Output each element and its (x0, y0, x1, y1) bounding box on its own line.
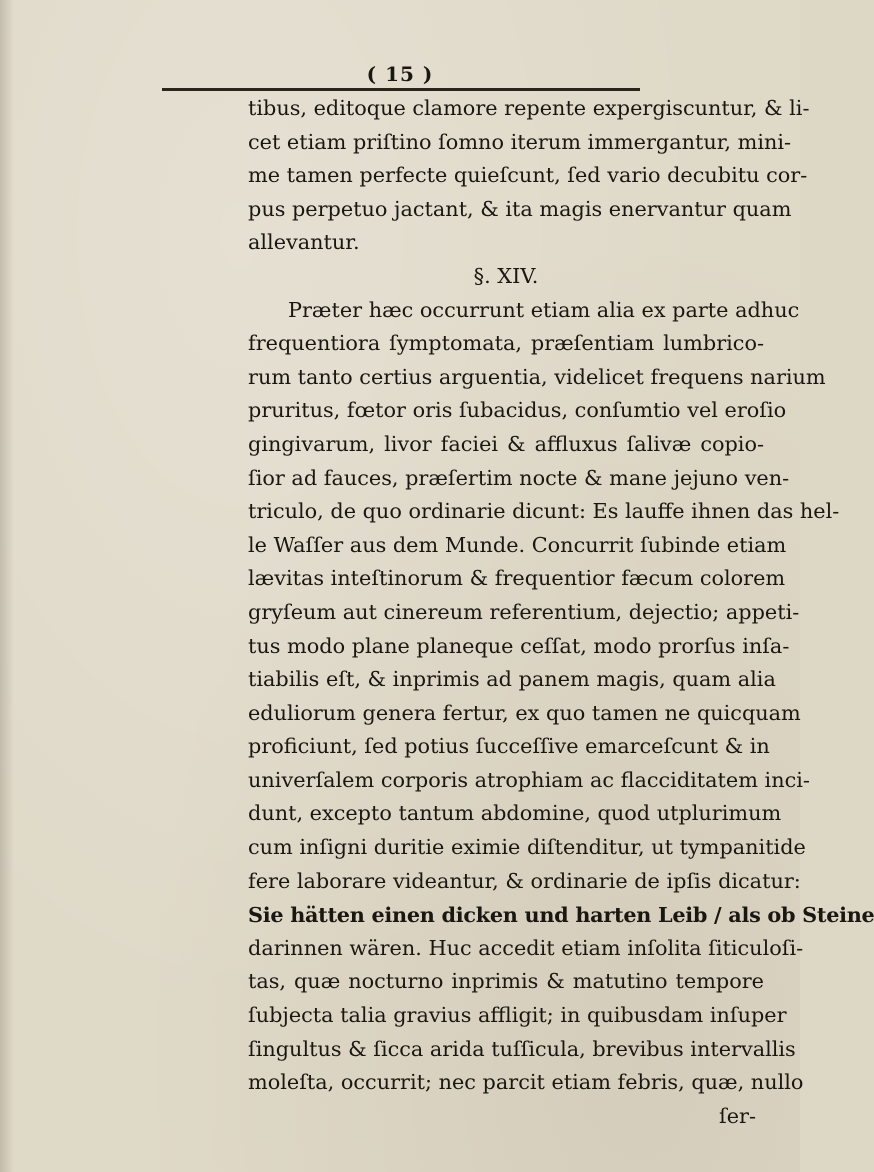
text-line: ſior ad fauces, præſertim nocte & mane jejuno ven- (248, 465, 790, 490)
text-line: Præter hæc occurrunt etiam alia ex parte adhuc (288, 297, 800, 322)
text-line: tiabilis eſt, & inprimis ad panem magis, quam alia (248, 667, 776, 692)
text-line: moleſta, occurrit; nec parcit etiam febris, quæ, nullo (248, 1070, 804, 1095)
text-line: cet etiam priſtino ſomno iterum immergantur, mini- (248, 129, 792, 154)
text-line: dunt, excepto tantum abdomine, quod utplurimum (248, 801, 782, 826)
text-line: lævitas inteſtinorum & frequentior fæcum colorem (248, 566, 786, 591)
text-line: univerſalem corporis atrophiam ac flacciditatem inci- (248, 767, 810, 792)
text-line: ſubjecta talia gravius affligit; in quibusdam inſuper (248, 1003, 787, 1028)
page-edge-shadow (0, 0, 14, 1172)
section-heading: §. XIV. (473, 263, 539, 288)
text-line: le Waſſer aus dem Munde. Concurrit ſubinde etiam (248, 532, 787, 557)
text-line: triculo, de quo ordinarie dicunt: Es lauffe ihnen das hel- (248, 499, 840, 524)
header-rule (162, 88, 640, 91)
text-line: tas, quæ nocturno inprimis & matutino tempore (248, 969, 764, 994)
text-line: pus perpetuo jactant, & ita magis enervantur quam (248, 196, 792, 221)
text-line: tus modo plane planeque ceſſat, modo prorſus inſa- (248, 633, 790, 658)
text-line: gingivarum, livor faciei & affluxus ſalivæ copio- (248, 431, 764, 456)
text-line: allevantur. (248, 230, 360, 255)
page-number-header: ( 15 ) (366, 62, 434, 86)
body-text (248, 92, 874, 1133)
text-line: eduliorum genera fertur, ex quo tamen ne quicquam (248, 700, 801, 725)
text-line: me tamen perfecte quieſcunt, ſed vario decubitu cor- (248, 163, 808, 188)
text-line: cum inſigni duritie eximie diſtenditur, ut tympanitide (248, 835, 806, 860)
text-line: proficiunt, ſed potius ſucceſſive emarceſcunt & in (248, 734, 770, 759)
text-line: ſingultus & ſicca arida tuſſicula, brevibus intervallis (248, 1036, 796, 1061)
text-line: Sie hätten einen dicken und harten Leib / als ob Steine (248, 902, 874, 928)
text-line: frequentiora ſymptomata, præſentiam lumbrico- (248, 331, 764, 356)
text-line: pruritus, fœtor oris ſubacidus, conſumtio vel eroſio (248, 398, 787, 423)
catchword: ſer- (719, 1103, 756, 1128)
text-line: fere laborare videantur, & ordinarie de ipſis dicatur: (248, 868, 801, 893)
text-line: rum tanto certius arguentia, videlicet frequens narium (248, 364, 826, 389)
text-line: darinnen wären. Huc accedit etiam inſolita ſiticuloſi- (248, 935, 804, 960)
text-line: gryſeum aut cinereum referentium, dejectio; appeti- (248, 599, 800, 624)
text-line: tibus, editoque clamore repente expergiscuntur, & li- (248, 96, 810, 120)
